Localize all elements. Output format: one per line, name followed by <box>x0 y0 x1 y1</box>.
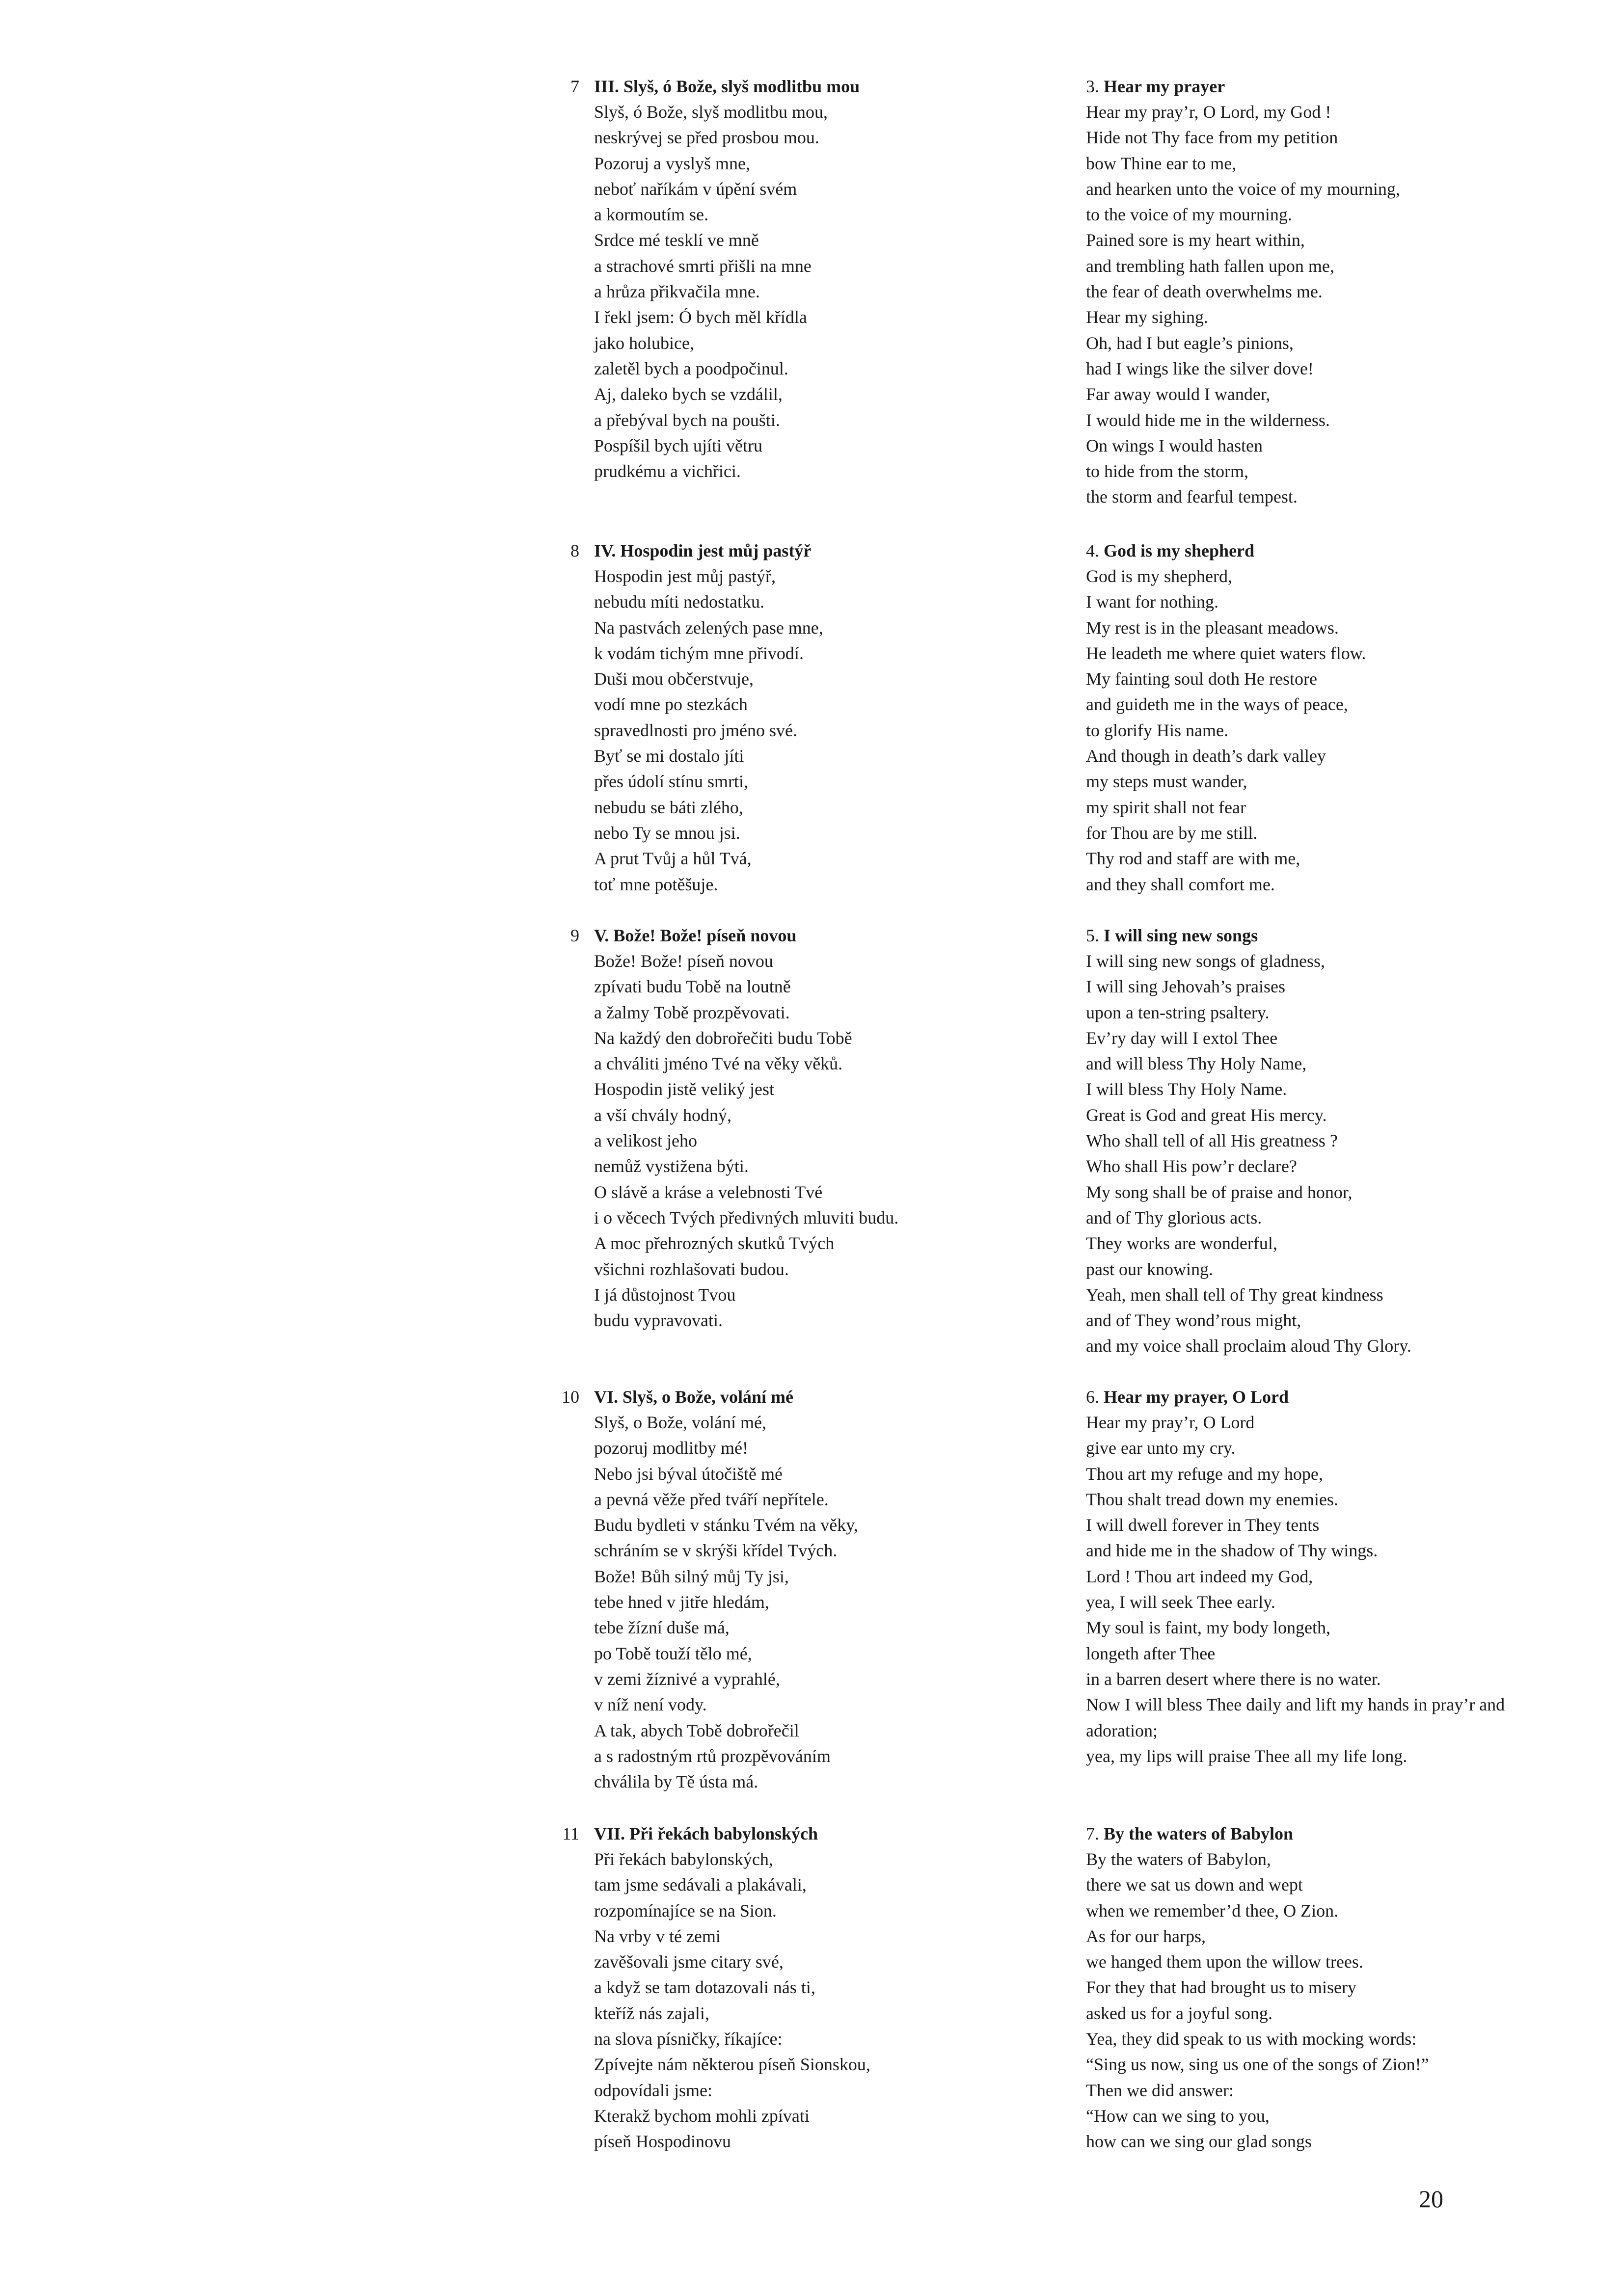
section-number: 7 <box>570 77 579 96</box>
english-verse-line: He leadeth me where quiet waters flow. <box>1086 643 1366 663</box>
czech-title: VII. Při řekách babylonských <box>594 1824 818 1843</box>
czech-verse-line: tebe hned v jitře hledám, <box>594 1592 769 1612</box>
czech-verse-line: A prut Tvůj a hůl Tvá, <box>594 849 752 869</box>
czech-title: IV. Hospodin jest můj pastýř <box>594 541 812 561</box>
czech-title: III. Slyš, ó Bože, slyš modlitbu mou <box>594 77 860 96</box>
czech-verse-line: Hospodin jest můj pastýř, <box>594 566 776 586</box>
english-verse-line: Who shall tell of all His greatness ? <box>1086 1131 1338 1151</box>
czech-verse-line: prudkému a vichřici. <box>594 461 741 481</box>
english-verse-line: Hear my pray’r, O Lord, my God ! <box>1086 102 1331 122</box>
czech-verse-line: kteříž nás zajali, <box>594 2003 709 2023</box>
czech-verse-line: všichni rozhlašovati budou. <box>594 1259 789 1279</box>
english-number: 4. <box>1086 541 1099 561</box>
czech-verse-line: Bože! Bože! píseň novou <box>594 951 773 971</box>
english-verse-line: Yea, they did speak to us with mocking words: <box>1086 2029 1417 2049</box>
english-title-text: Hear my prayer <box>1104 77 1225 96</box>
czech-verse-line: Na vrby v té zemi <box>594 1926 721 1946</box>
english-verse-line: I will dwell forever in They tents <box>1086 1515 1320 1535</box>
czech-text <box>594 538 1046 897</box>
czech-verse-line: A tak, abych Tobě dobrořečil <box>594 1720 799 1740</box>
english-verse-line: in a barren desert where there is no water. <box>1086 1669 1381 1689</box>
page-number: 20 <box>1419 2185 1443 2213</box>
english-text <box>1086 1384 1577 1769</box>
english-text <box>1086 1821 1577 2155</box>
english-number: 7. <box>1086 1824 1099 1843</box>
english-verse-line: Hear my pray’r, O Lord <box>1086 1413 1255 1432</box>
english-verse-line: Far away would I wander, <box>1086 384 1271 404</box>
czech-verse-line: spravedlnosti pro jméno své. <box>594 720 797 740</box>
czech-verse-line: a s radostným rtů prozpěvováním <box>594 1746 831 1766</box>
english-title-text: Hear my prayer, O Lord <box>1104 1387 1289 1407</box>
czech-verse-line: a vší chvály hodný, <box>594 1105 731 1125</box>
czech-verse-line: Bože! Bůh silný můj Ty jsi, <box>594 1566 789 1586</box>
czech-verse-line: neboť naříkám v úpění svém <box>594 179 797 199</box>
czech-verse-line: neskrývej se před prosbou mou. <box>594 128 819 148</box>
english-verse-line: Pained sore is my heart within, <box>1086 230 1305 250</box>
english-number: 6. <box>1086 1387 1099 1407</box>
czech-verse-line: Slyš, ó Bože, slyš modlitbu mou, <box>594 102 828 122</box>
czech-verse-line: v níž není vody. <box>594 1695 707 1715</box>
english-verse-line: My soul is faint, my body longeth, <box>1086 1618 1330 1638</box>
english-text <box>1086 538 1577 897</box>
czech-verse-line: vodí mne po stezkách <box>594 694 748 715</box>
english-verse <box>1086 948 1577 1359</box>
czech-verse-line: schráním se v skrýši křídel Tvých. <box>594 1541 838 1561</box>
english-verse-line: and guideth me in the ways of peace, <box>1086 694 1348 715</box>
czech-verse-line: odpovídali jsme: <box>594 2080 712 2100</box>
english-verse-line: I will sing Jehovah’s praises <box>1086 977 1285 997</box>
czech-verse <box>594 563 1046 897</box>
czech-verse-line: v zemi žíznivé a vyprahlé, <box>594 1669 780 1689</box>
english-verse-line: the storm and fearful tempest. <box>1086 487 1298 507</box>
english-verse-line: give ear unto my cry. <box>1086 1438 1236 1458</box>
english-verse-line: “Sing us now, sing us one of the songs of Zion!” <box>1086 2055 1429 2075</box>
czech-verse-line: zavěšovali jsme citary své, <box>594 1952 784 1972</box>
english-text <box>1086 923 1577 1359</box>
czech-verse-line: toť mne potěšuje. <box>594 874 718 894</box>
english-verse-line: and my voice shall proclaim aloud Thy Glory. <box>1086 1336 1411 1356</box>
english-number: 3. <box>1086 77 1099 96</box>
czech-verse-line: Aj, daleko bych se vzdálil, <box>594 384 783 404</box>
czech-verse-line: píseň Hospodinovu <box>594 2132 731 2152</box>
czech-verse-line: rozpomínajíce se na Sion. <box>594 1900 777 1921</box>
czech-verse-line: Hospodin jistě veliký jest <box>594 1079 774 1099</box>
english-verse-line: the fear of death overwhelms me. <box>1086 282 1323 302</box>
english-verse-line: yea, my lips will praise Thee all my life long. <box>1086 1746 1407 1766</box>
english-verse-line: I will bless Thy Holy Name. <box>1086 1079 1287 1099</box>
czech-verse-line: Byť se mi dostalo jíti <box>594 746 744 766</box>
english-verse <box>1086 1410 1577 1769</box>
english-title-text: By the waters of Babylon <box>1104 1824 1293 1843</box>
english-verse <box>1086 99 1577 510</box>
english-verse-line: Lord ! Thou art indeed my God, <box>1086 1566 1313 1586</box>
english-verse-line: Thou art my refuge and my hope, <box>1086 1464 1323 1484</box>
czech-verse-line: budu vypravovati. <box>594 1310 723 1331</box>
english-verse-line: adoration; <box>1086 1720 1158 1740</box>
english-text <box>1086 74 1577 510</box>
czech-verse-line: Nebo jsi býval útočiště mé <box>594 1464 783 1484</box>
english-verse-line: Oh, had I but eagle’s pinions, <box>1086 333 1294 353</box>
czech-verse-line: a hrůza přikvačila mne. <box>594 282 760 302</box>
czech-verse-line: tam jsme sedávali a plakávali, <box>594 1875 807 1895</box>
czech-verse-line: a přebýval bych na poušti. <box>594 410 780 430</box>
english-verse-line: longeth after Thee <box>1086 1643 1216 1663</box>
czech-title: VI. Slyš, o Bože, volání mé <box>594 1387 794 1407</box>
czech-verse-line: a kormoutím se. <box>594 205 708 225</box>
english-verse-line: to hide from the storm, <box>1086 461 1248 481</box>
czech-verse-line: Na pastvách zelených pase mne, <box>594 617 823 638</box>
czech-verse-line: přes údolí stínu smrti, <box>594 772 748 792</box>
english-title-text: God is my shepherd <box>1104 541 1255 561</box>
czech-verse-line: tebe žízní duše má, <box>594 1618 730 1638</box>
english-verse-line: and will bless Thy Holy Name, <box>1086 1054 1307 1074</box>
english-verse-line: Ev’ry day will I extol Thee <box>1086 1028 1278 1048</box>
english-verse-line: asked us for a joyful song. <box>1086 2003 1272 2023</box>
english-verse-line: For they that had brought us to misery <box>1086 1977 1356 1998</box>
czech-verse-line: Při řekách babylonských, <box>594 1849 773 1869</box>
czech-verse <box>594 948 1046 1333</box>
english-verse-line: On wings I would hasten <box>1086 435 1263 455</box>
english-verse-line: bow Thine ear to me, <box>1086 153 1237 173</box>
english-verse-line: had I wings like the silver dove! <box>1086 358 1314 378</box>
english-verse-line: Now I will bless Thee daily and lift my hands in pray’r and <box>1086 1695 1505 1715</box>
czech-verse-line: zaletěl bych a poodpočinul. <box>594 358 788 378</box>
czech-verse-line: na slova písničky, říkajíce: <box>594 2029 783 2049</box>
english-verse-line: and hide me in the shadow of Thy wings. <box>1086 1541 1378 1561</box>
czech-verse-line: nemůž vystižena býti. <box>594 1156 749 1176</box>
english-verse-line: we hanged them upon the willow trees. <box>1086 1952 1363 1972</box>
english-title <box>1086 538 1577 563</box>
english-verse-line: My rest is in the pleasant meadows. <box>1086 617 1339 638</box>
english-verse-line: upon a ten-string psaltery. <box>1086 1002 1270 1022</box>
english-verse-line: Who shall His pow’r declare? <box>1086 1156 1297 1176</box>
czech-verse-line: po Tobě touží tělo mé, <box>594 1643 752 1663</box>
czech-verse-line: a strachové smrti přišli na mne <box>594 256 812 276</box>
english-verse-line: and trembling hath fallen upon me, <box>1086 256 1334 276</box>
english-verse-line: and of Thy glorious acts. <box>1086 1207 1262 1228</box>
czech-verse-line: a když se tam dotazovali nás ti, <box>594 1977 815 1998</box>
english-verse-line: Hear my sighing. <box>1086 307 1208 327</box>
english-verse-line: yea, I will seek Thee early. <box>1086 1592 1275 1612</box>
english-verse-line: to glorify His name. <box>1086 720 1228 740</box>
section-number: 8 <box>570 541 579 561</box>
czech-title: V. Bože! Bože! píseň novou <box>594 926 797 945</box>
czech-verse-line: jako holubice, <box>594 333 694 353</box>
english-title <box>1086 1384 1577 1410</box>
english-number: 5. <box>1086 926 1099 945</box>
english-verse <box>1086 563 1577 897</box>
english-verse-line: Hide not Thy face from my petition <box>1086 128 1338 148</box>
czech-verse-line: k vodám tichým mne přivodí. <box>594 643 804 663</box>
czech-verse-line: nebudu míti nedostatku. <box>594 592 764 612</box>
english-title <box>1086 74 1577 99</box>
english-verse-line: and they shall comfort me. <box>1086 874 1275 894</box>
czech-verse-line: a pevná věže před tváří nepřítele. <box>594 1489 829 1509</box>
english-title <box>1086 1821 1577 1846</box>
english-verse-line: And though in death’s dark valley <box>1086 746 1326 766</box>
section-number: 9 <box>570 926 579 945</box>
english-verse-line: I would hide me in the wilderness. <box>1086 410 1330 430</box>
english-verse-line: my steps must wander, <box>1086 772 1247 792</box>
english-verse-line: My song shall be of praise and honor, <box>1086 1182 1353 1202</box>
czech-verse-line: Pospíšil bych ujíti větru <box>594 435 763 455</box>
english-verse-line: and of They wond’rous might, <box>1086 1310 1301 1331</box>
english-verse <box>1086 1846 1577 2155</box>
english-verse-line: there we sat us down and wept <box>1086 1875 1303 1895</box>
czech-verse-line: pozoruj modlitby mé! <box>594 1438 748 1458</box>
czech-verse-line: a velikost jeho <box>594 1131 697 1151</box>
english-verse-line: God is my shepherd, <box>1086 566 1232 586</box>
czech-verse-line: Slyš, o Bože, volání mé, <box>594 1413 766 1432</box>
czech-text <box>594 1821 1046 2155</box>
english-verse-line: I will sing new songs of gladness, <box>1086 951 1325 971</box>
english-verse-line: They works are wonderful, <box>1086 1233 1277 1254</box>
czech-verse-line: chválila by Tě ústa má. <box>594 1772 758 1792</box>
czech-verse-line: a chváliti jméno Tvé na věky věků. <box>594 1054 843 1074</box>
english-verse-line: when we remember’d thee, O Zion. <box>1086 1900 1339 1921</box>
czech-text <box>594 74 1046 484</box>
english-verse-line: I want for nothing. <box>1086 592 1218 612</box>
english-verse-line: By the waters of Babylon, <box>1086 1849 1271 1869</box>
czech-verse-line: a žalmy Tobě prozpěvovati. <box>594 1002 790 1022</box>
czech-verse-line: Pozoruj a vyslyš mne, <box>594 153 750 173</box>
czech-verse-line: zpívati budu Tobě na loutně <box>594 977 791 997</box>
english-verse-line: for Thou are by me still. <box>1086 823 1258 843</box>
czech-verse-line: Srdce mé tesklí ve mně <box>594 230 759 250</box>
czech-text <box>594 923 1046 1333</box>
czech-verse <box>594 1410 1046 1794</box>
czech-verse-line: Na každý den dobrořečiti budu Tobě <box>594 1028 852 1048</box>
english-verse-line: Great is God and great His mercy. <box>1086 1105 1327 1125</box>
english-verse-line: My fainting soul doth He restore <box>1086 669 1317 689</box>
czech-verse-line: I já důstojnost Tvou <box>594 1284 736 1305</box>
english-title <box>1086 923 1577 948</box>
english-verse-line: how can we sing our glad songs <box>1086 2132 1312 2152</box>
czech-verse-line: I řekl jsem: Ó bych měl křídla <box>594 307 807 327</box>
english-verse-line: Yeah, men shall tell of Thy great kindness <box>1086 1284 1383 1305</box>
czech-verse-line: Duši mou občerstvuje, <box>594 669 754 689</box>
english-verse-line: As for our harps, <box>1086 1926 1206 1946</box>
czech-verse-line: nebudu se báti zlého, <box>594 797 743 817</box>
czech-verse-line: i o věcech Tvých předivných mluviti budu. <box>594 1207 899 1228</box>
english-verse-line: Then we did answer: <box>1086 2080 1234 2100</box>
czech-verse-line: Zpívejte nám některou píseň Sionskou, <box>594 2055 870 2075</box>
english-verse-line: Thy rod and staff are with me, <box>1086 849 1300 869</box>
english-verse-line: to the voice of my mourning. <box>1086 205 1292 225</box>
section-number: 10 <box>562 1387 579 1407</box>
czech-verse-line: Budu bydleti v stánku Tvém na věky, <box>594 1515 858 1535</box>
czech-text <box>594 1384 1046 1794</box>
czech-verse-line: nebo Ty se mnou jsi. <box>594 823 740 843</box>
czech-verse-line: A moc přehrozných skutků Tvých <box>594 1233 835 1254</box>
czech-verse-line: Kterakž bychom mohli zpívati <box>594 2106 810 2126</box>
czech-verse <box>594 99 1046 484</box>
czech-verse-line: O slávě a kráse a velebnosti Tvé <box>594 1182 823 1202</box>
english-verse-line: my spirit shall not fear <box>1086 797 1246 817</box>
section-number: 11 <box>562 1824 579 1843</box>
english-verse-line: Thou shalt tread down my enemies. <box>1086 1489 1338 1509</box>
english-verse-line: “How can we sing to you, <box>1086 2106 1270 2126</box>
english-verse-line: and hearken unto the voice of my mourning, <box>1086 179 1400 199</box>
english-verse-line: past our knowing. <box>1086 1259 1213 1279</box>
czech-verse <box>594 1846 1046 2155</box>
english-title-text: I will sing new songs <box>1104 926 1258 945</box>
